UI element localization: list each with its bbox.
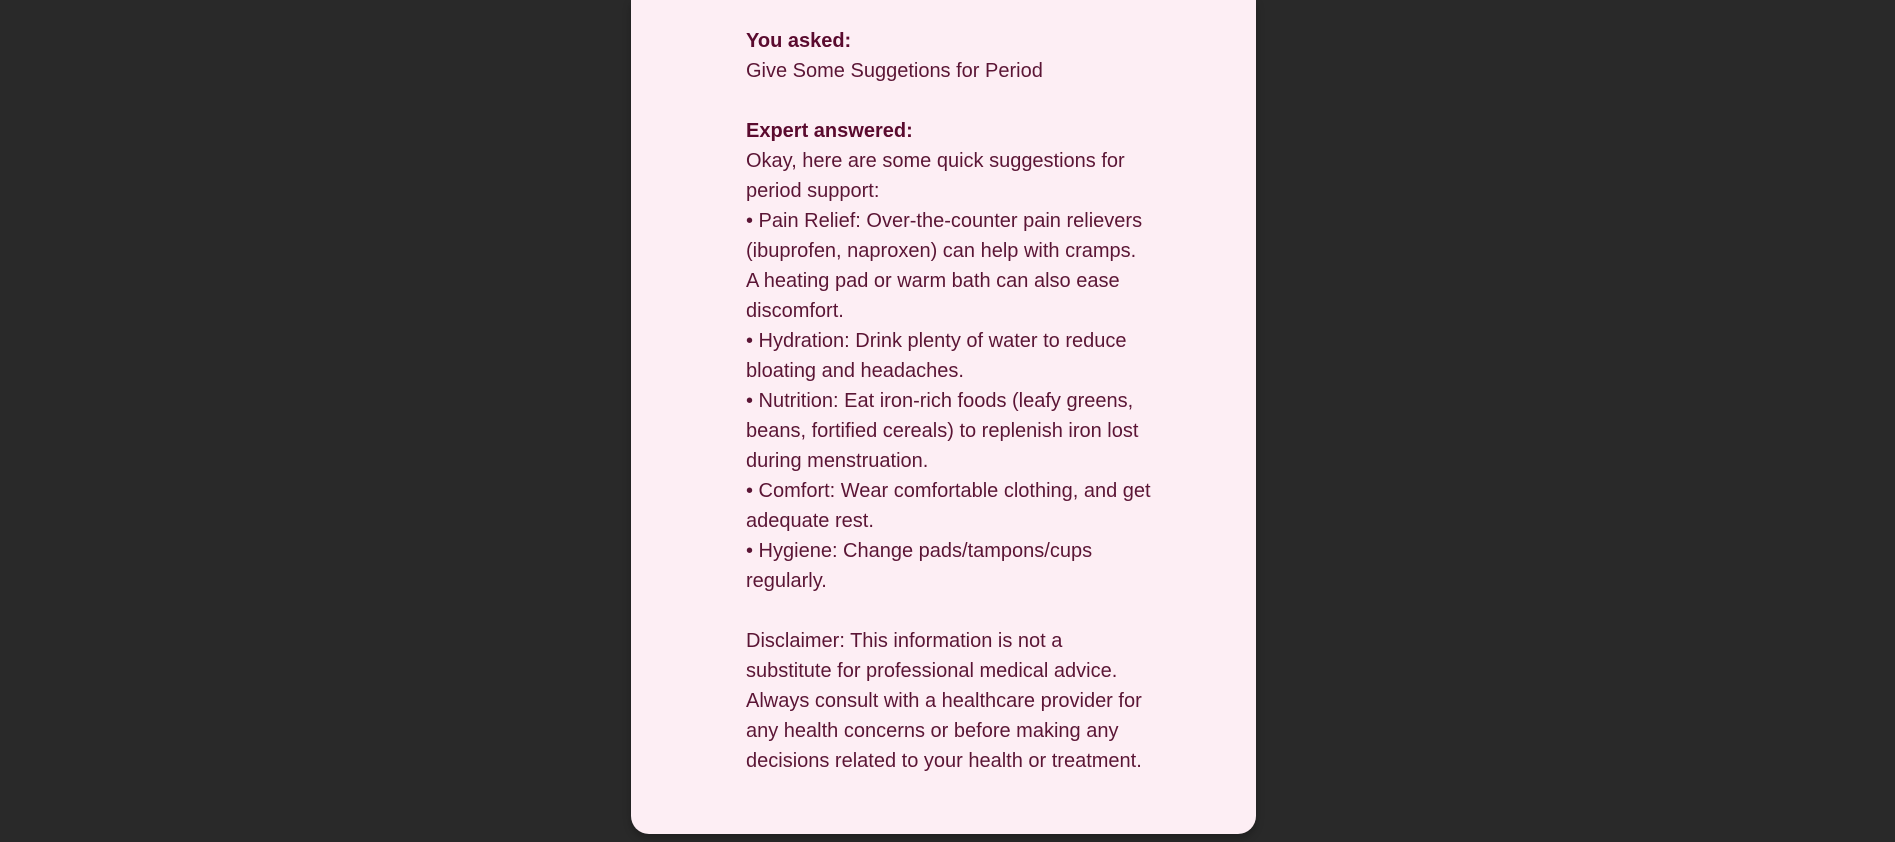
question-label: You asked:: [746, 30, 852, 52]
answer-bullet-nutrition: • Nutrition: Eat iron-rich foods (leafy greens, beans, fortified cereals) to replenish iron lost during menstruation.: [746, 390, 1139, 472]
answer-label: Expert answered:: [746, 120, 913, 142]
question-text: Give Some Suggetions for Period: [746, 60, 1043, 82]
spacer: [746, 596, 1151, 626]
answer-bullet-pain-relief: • Pain Relief: Over-the-counter pain relievers (ibuprofen, naproxen) can help with cramps. A heating pad or warm bath can also ease discomfort.: [746, 210, 1143, 322]
chat-card: [631, 0, 1256, 834]
answer-intro: Okay, here are some quick suggestions for period support:: [746, 150, 1125, 202]
spacer: [746, 86, 1151, 116]
answer-bullet-hygiene: • Hygiene: Change pads/tampons/cups regularly.: [746, 540, 1093, 592]
answer-bullet-hydration: • Hydration: Drink plenty of water to reduce bloating and headaches.: [746, 330, 1127, 382]
answer-bullet-comfort: • Comfort: Wear comfortable clothing, and get adequate rest.: [746, 480, 1151, 532]
disclaimer-text: Disclaimer: This information is not a substitute for professional medical advice. Always consult with a healthcare provider for any health concerns or before making any decisions related to your health or treatment.: [746, 630, 1142, 772]
conversation: [746, 26, 1151, 776]
